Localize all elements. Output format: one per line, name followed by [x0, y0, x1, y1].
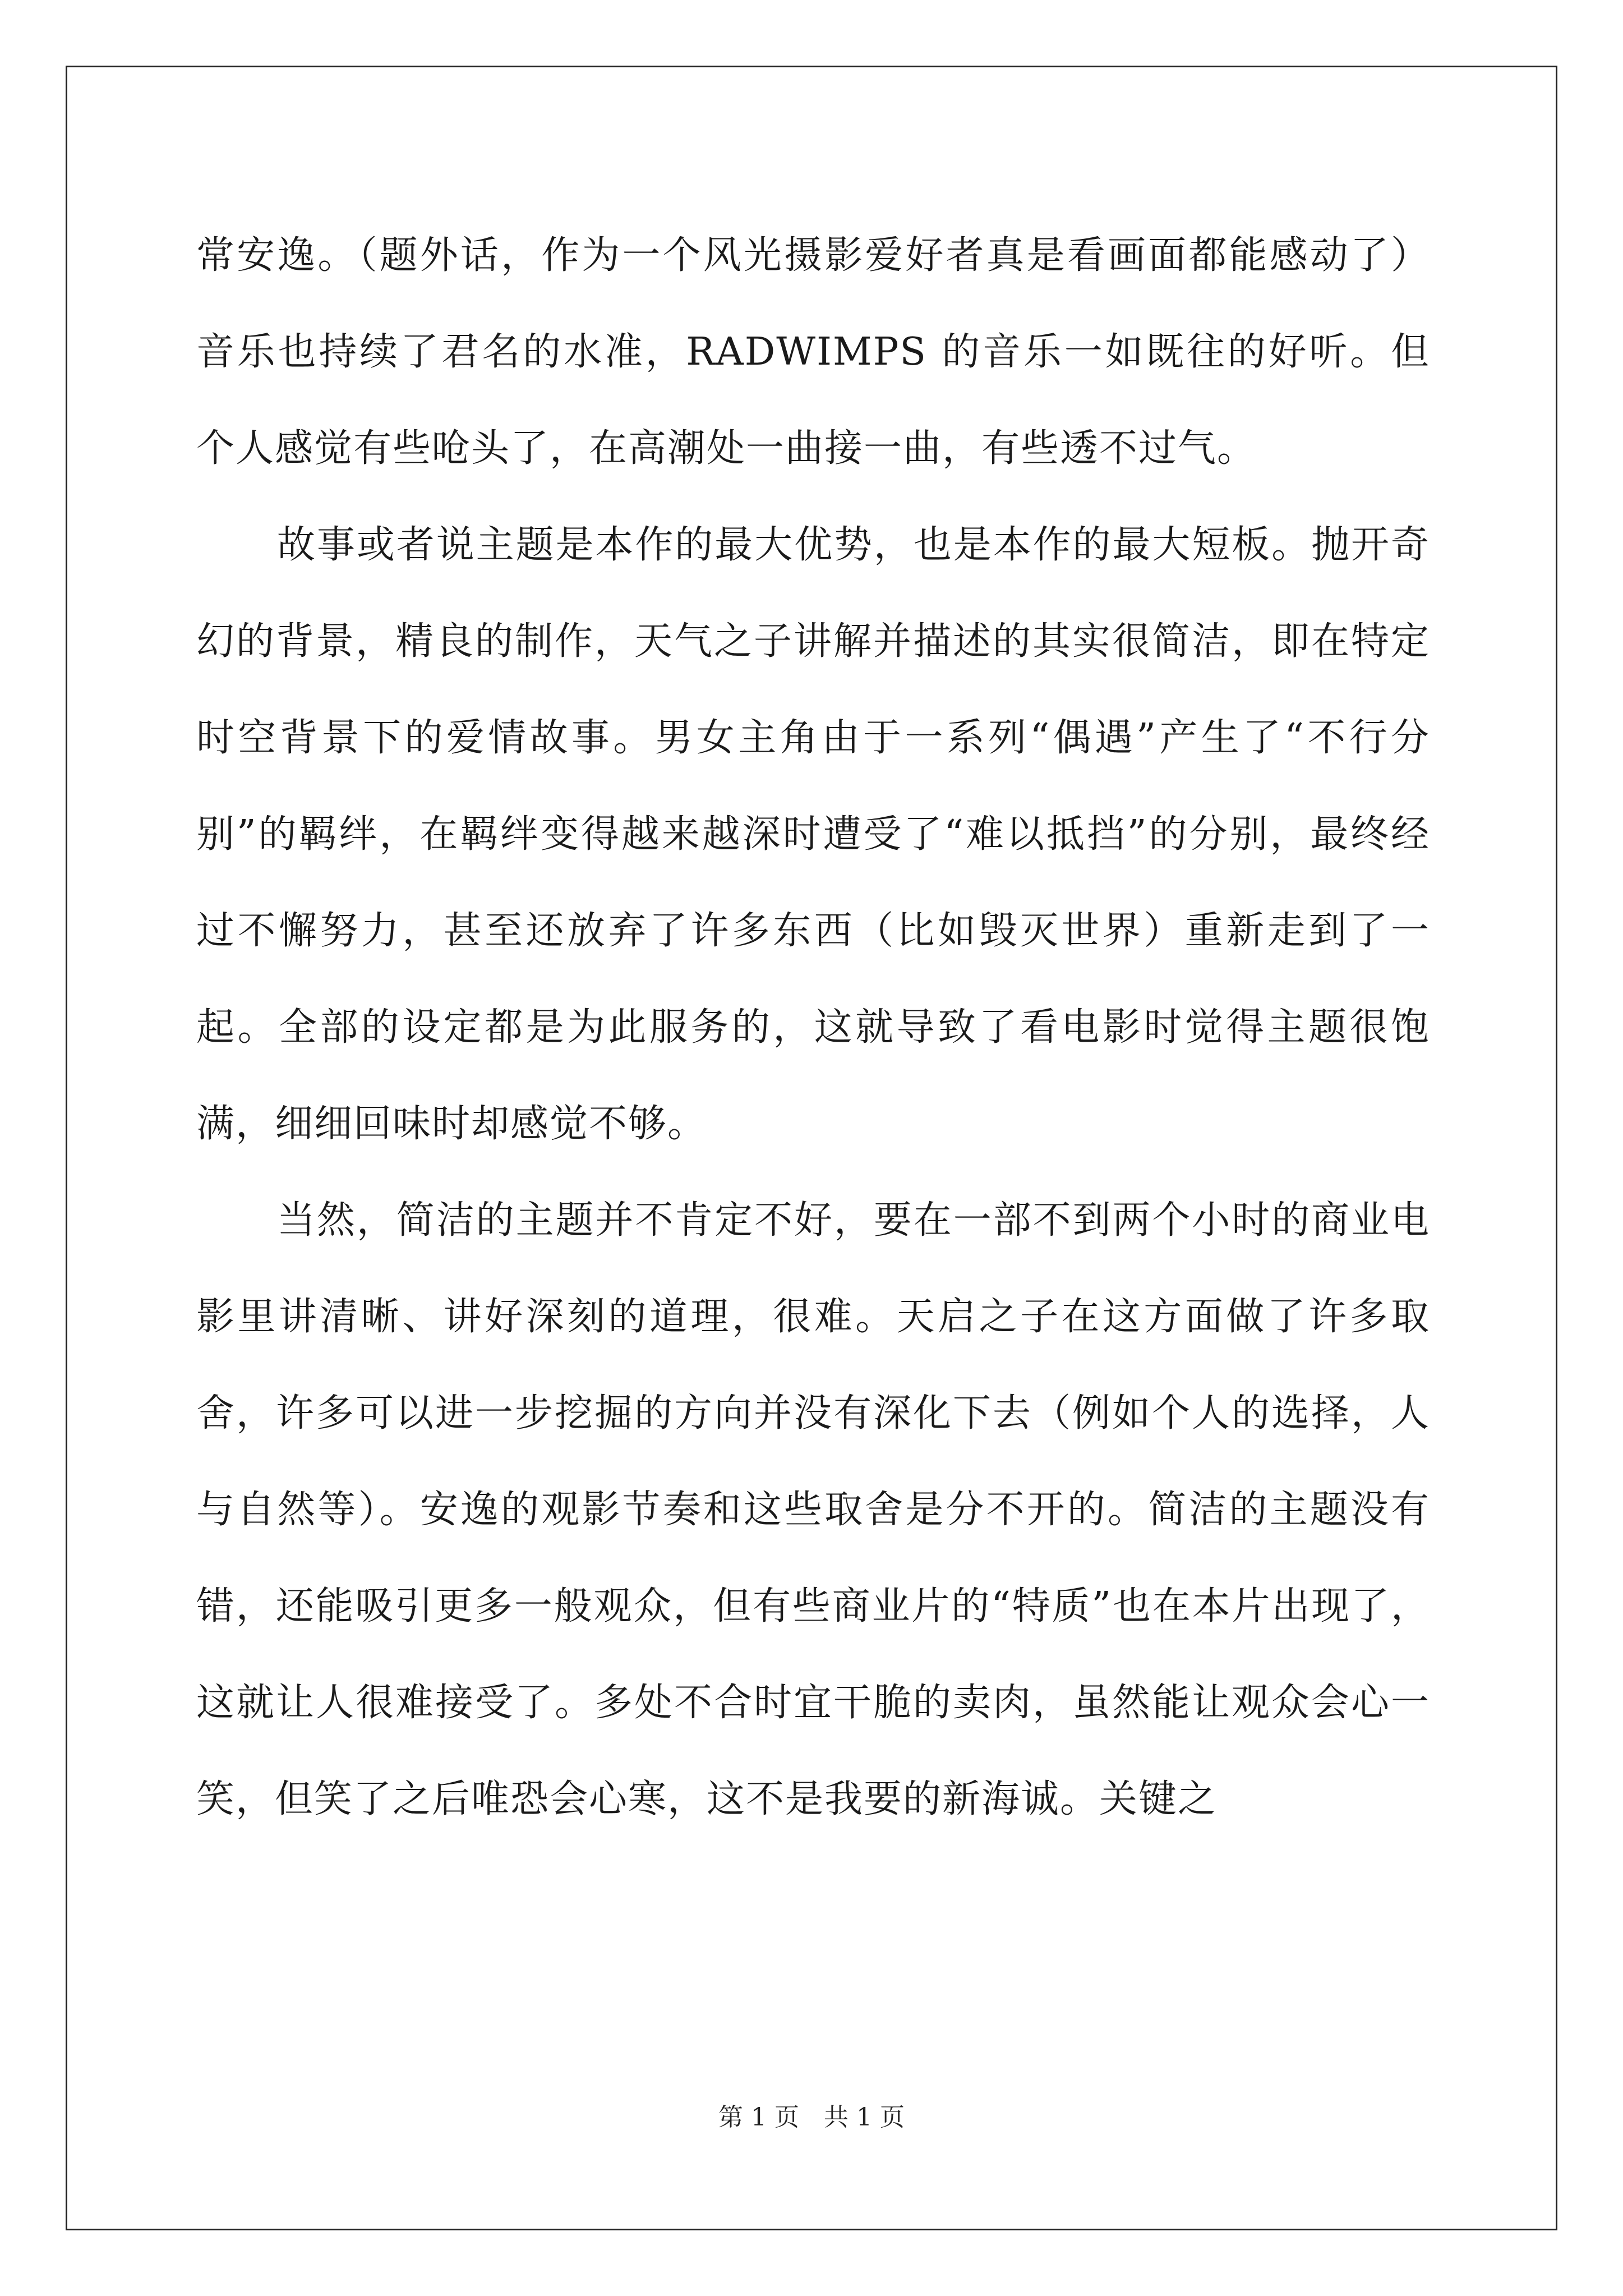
- paragraph-1: 常安逸。（题外话，作为一个风光摄影爱好者真是看画面都能感动了）音乐也持续了君名的水准，RADWIMPS 的音乐一如既往的好听。但个人感觉有些呛头了，在高潮处一曲接一曲，有些透不过气。: [196, 233, 1430, 471]
- page-number: 第 1 页: [718, 2103, 799, 2132]
- page-footer: [0, 2101, 1623, 2134]
- document-body: [196, 208, 1430, 1848]
- paragraph-2: 故事或者说主题是本作的最大优势，也是本作的最大短板。抛开奇幻的背景，精良的制作，天气之子讲解并描述的其实很简洁，即在特定时空背景下的爱情故事。男女主角由于一系列“偶遇”产生了“不行分别”的羁绊，在羁绊变得越来越深时遭受了“难以抵挡”的分别，最终经过不懈努力，甚至还放弃了许多东西（比如毁灭世界）重新走到了一起。全部的设定都是为此服务的，这就导致了看电影时觉得主题很饱满，细细回味时却感觉不够。: [196, 523, 1430, 1146]
- page-total: 共 1 页: [824, 2103, 905, 2132]
- paragraph-3: 当然，简洁的主题并不肯定不好，要在一部不到两个小时的商业电影里讲清晰、讲好深刻的道理，很难。天启之子在这方面做了许多取舍，许多可以进一步挖掘的方向并没有深化下去（例如个人的选择，人与自然等）。安逸的观影节奏和这些取舍是分不开的。简洁的主题没有错，还能吸引更多一般观众，但有些商业片的“特质”也在本片出现了，这就让人很难接受了。多处不合时宜干脆的卖肉，虽然能让观众会心一笑，但笑了之后唯恐会心寒，这不是我要的新海诚。关键之: [196, 1198, 1430, 1821]
